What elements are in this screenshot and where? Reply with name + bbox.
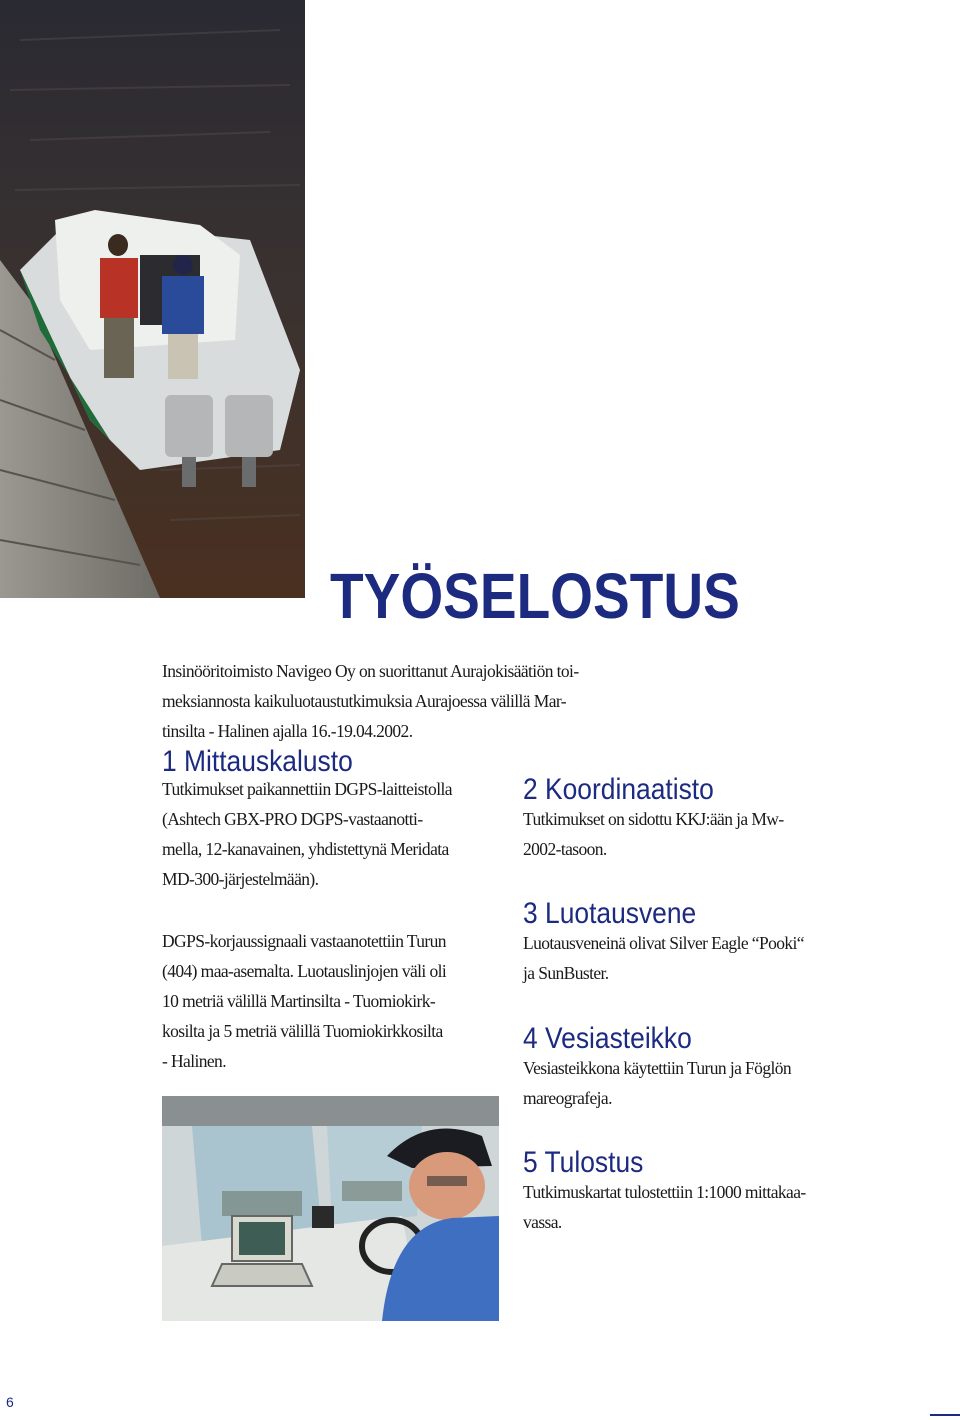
corner-rule	[930, 1414, 960, 1416]
section-1-paragraph-2: DGPS-korjaussignaali vastaanotettiin Turun (404) maa-asemalta. Luotauslinjojen väli oli 10 metriä välillä Martinsilta - Tuomiokirk- kosilta ja 5 metriä välillä Tuomiokirkkosilta - Halinen.	[162, 931, 447, 1071]
section-4-heading: 4 Vesiasteikko	[523, 1022, 692, 1055]
section-1-heading: 1 Mittauskalusto	[162, 745, 353, 778]
section-4-text: Vesiasteikkona käytettiin Turun ja Föglön mareografeja.	[523, 1058, 792, 1108]
section-1-paragraph-1: Tutkimukset paikannettiin DGPS-laitteistolla (Ashtech GBX-PRO DGPS-vastaanotti- mella, 12-kanavainen, yhdistettynä Meridata MD-300-järjestelmään).	[162, 779, 452, 889]
page-number: 6	[6, 1394, 14, 1410]
left-column	[162, 656, 579, 1076]
boat-cabin-photo	[162, 1096, 499, 1321]
section-2-heading: 2 Koordinaatisto	[523, 773, 714, 806]
section-3-heading: 3 Luotausvene	[523, 897, 697, 930]
section-2-text: Tutkimukset on sidottu KKJ:ään ja Mw- 2002-tasoon.	[523, 809, 784, 859]
section-3-text: Luotausveneinä olivat Silver Eagle “Pooki“ ja SunBuster.	[523, 933, 804, 983]
intro-paragraph: Insinööritoimisto Navigeo Oy on suorittanut Aurajokisäätiön toi- meksiannosta kaikuluotaustutkimuksia Aurajoessa välillä Mar- tinsilta - Halinen ajalla 16.-19.04.2002.	[162, 661, 579, 741]
page-title: TYÖSELOSTUS	[330, 559, 740, 632]
boat-photo	[0, 0, 305, 598]
section-5-text: Tutkimuskartat tulostettiin 1:1000 mittakaa- vassa.	[523, 1182, 806, 1232]
right-column	[523, 772, 883, 1237]
section-5-heading: 5 Tulostus	[523, 1146, 644, 1179]
